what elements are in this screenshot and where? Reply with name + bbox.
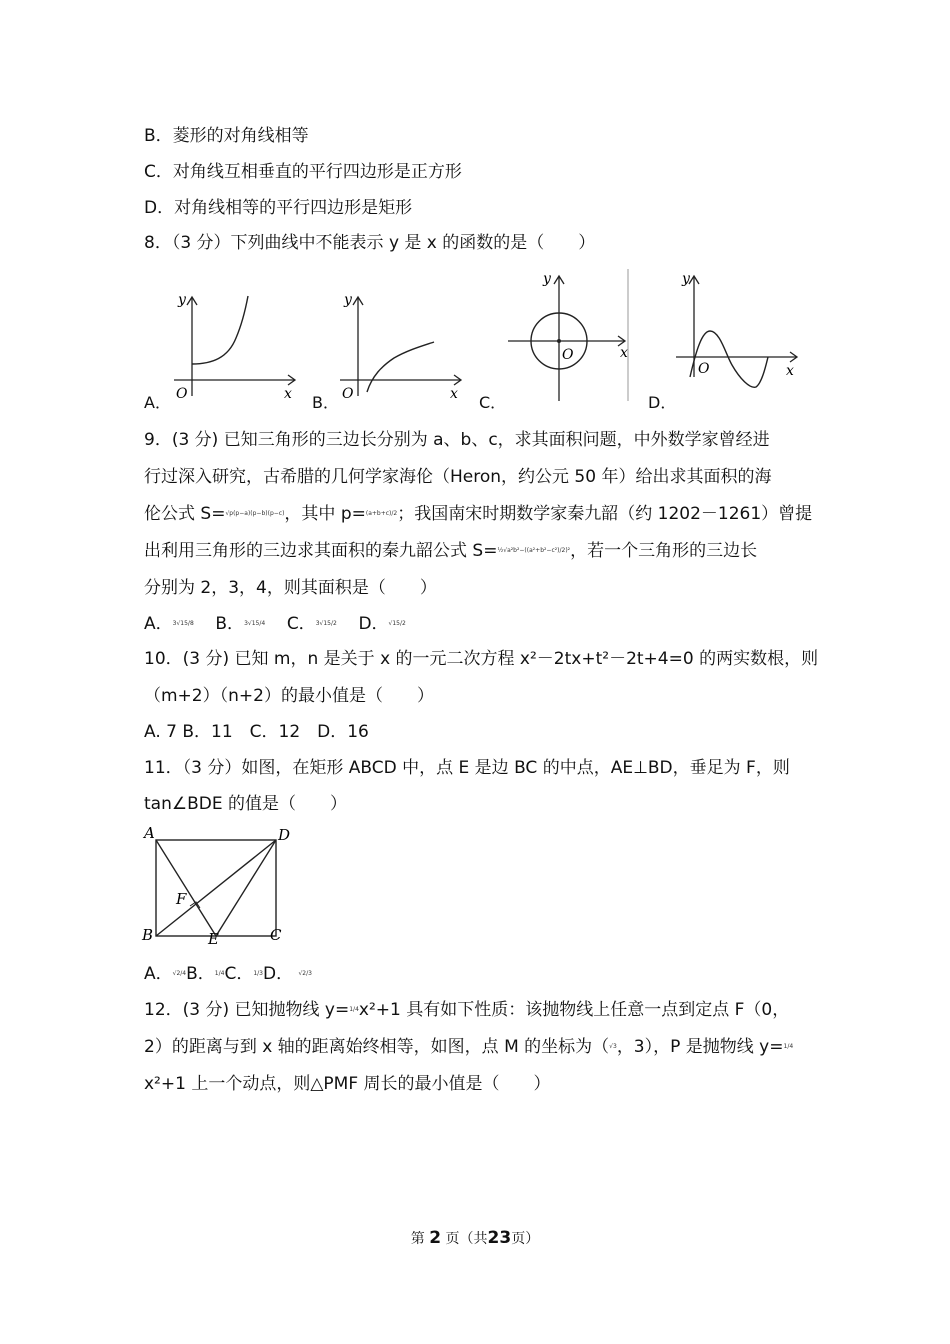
q8-stem: 8．（3 分）下列曲线中不能表示 y 是 x 的函数的是（ ） — [144, 233, 596, 253]
q11-choice-d-label: D． — [262, 964, 294, 984]
q9-line-3-c: ；我国南宋时期数学家秦九韶（约 1202－1261）曾提 — [397, 504, 813, 524]
q9-line-4 — [144, 539, 757, 563]
q11-point-a: A — [144, 824, 155, 842]
footer-total-pages: 23 — [487, 1228, 512, 1248]
q11-line-1: 11．（3 分）如图，在矩形 ABCD 中，点 E 是边 BC 的中点，AE⊥BD，垂足为 F，则 — [144, 758, 790, 778]
q10-line-1: 10．(3 分) 已知 m，n 是关于 x 的一元二次方程 x²－2tx+t²－2t+4=0 的两实数根，则 — [144, 649, 819, 669]
q7-option-d: D．对角线相等的平行四边形是矩形 — [144, 198, 413, 218]
q8-label-c: C． — [479, 393, 507, 412]
q9-line-4-a: 出利用三角形的三边求其面积的秦九韶公式 S= — [144, 541, 498, 561]
q11-choices — [144, 962, 312, 986]
q9-choice-a-value: 3√15/8 — [172, 620, 194, 627]
q8-b-y-label: y — [344, 292, 352, 308]
q9-line-3-a: 伦公式 S= — [144, 504, 226, 524]
q11-point-f: F — [176, 890, 187, 908]
q12-line-3: x²+1 上一个动点，则△PMF 周长的最小值是（ ） — [144, 1074, 551, 1094]
q8-graph-b — [330, 288, 470, 403]
page-footer — [0, 1228, 950, 1248]
q11-choice-b-value: 1/4 — [214, 970, 225, 977]
q9-line-1: 9．(3 分) 已知三角形的三边长分别为 a、b、c，求其面积问题，中外数学家曾经进 — [144, 430, 770, 450]
q8-d-origin: O — [698, 361, 710, 377]
q12-line-2-b: ，3），P 是抛物线 y= — [616, 1037, 784, 1057]
q11-choice-d-value: √2/3 — [298, 970, 312, 977]
q8-c-x-label: x — [620, 345, 628, 361]
q9-line-5: 分别为 2，3，4，则其面积是（ ） — [144, 578, 437, 598]
q10-line-2: （m+2）（n+2）的最小值是（ ） — [144, 686, 434, 706]
q8-a-y-label: y — [178, 292, 186, 308]
q12-frac-quarter-2: 1/4 — [783, 1043, 794, 1050]
q11-choice-c-value: 1/3 — [253, 970, 263, 977]
q8-a-x-label: x — [284, 386, 292, 402]
q9-line-2: 行过深入研究，古希腊的几何学家海伦（Heron，约公元 50 年）给出求其面积的海 — [144, 467, 772, 487]
q12-line-1-a: 12．(3 分) 已知抛物线 y= — [144, 1000, 350, 1020]
q9-choice-d-label: D． — [358, 614, 389, 634]
q9-choice-b-label: B． — [215, 614, 245, 634]
q10-options: A. 7 B．11 C．12 D．16 — [144, 722, 369, 742]
q8-label-b: B． — [312, 393, 339, 412]
q12-line-1 — [144, 998, 789, 1022]
q8-label-d: D． — [648, 393, 677, 412]
q8-graph-d — [670, 265, 810, 405]
q9-choice-b-value: 3√15/4 — [244, 620, 266, 627]
q8-d-y-label: y — [682, 271, 690, 287]
q9-choices — [144, 612, 406, 636]
q7-option-b: B．菱形的对角线相等 — [144, 126, 309, 146]
q8-c-y-label: y — [543, 271, 551, 287]
footer-prefix: 第 — [410, 1231, 425, 1247]
q7-option-c: C．对角线互相垂直的平行四边形是正方形 — [144, 162, 462, 182]
q11-point-c: C — [270, 926, 282, 944]
q8-d-x-label: x — [786, 363, 794, 379]
footer-suffix: 页） — [511, 1231, 540, 1247]
q11-choice-b-label: B． — [186, 964, 215, 984]
q12-sqrt3: √3 — [609, 1043, 617, 1050]
q9-choice-c-label: C． — [286, 614, 316, 634]
q8-graph-c — [500, 265, 635, 405]
qin-formula: ½√a²b²−((a²+b²−c²)/2)² — [497, 547, 571, 554]
q11-choice-c-label: C． — [224, 964, 254, 984]
q8-b-origin: O — [342, 386, 354, 402]
q8-c-origin: O — [562, 347, 574, 363]
q8-a-origin: O — [176, 386, 188, 402]
q8-label-a: A． — [144, 393, 171, 412]
p-formula: (a+b+c)/2 — [365, 510, 398, 517]
q9-line-4-b: ，若一个三角形的三边长 — [570, 541, 758, 561]
q11-choice-a-label: A． — [144, 964, 173, 984]
q11-point-e: E — [208, 930, 219, 946]
q9-line-3 — [144, 502, 812, 526]
q11-point-d: D — [278, 826, 291, 844]
q9-choice-d-value: √15/2 — [388, 620, 406, 627]
q11-choice-a-value: √2/4 — [172, 970, 187, 977]
q9-choice-c-value: 3√15/2 — [315, 620, 337, 627]
q9-line-3-b: ，其中 p= — [284, 504, 366, 524]
q12-line-1-b: x²+1 具有如下性质：该抛物线上任意一点到定点 F（0， — [358, 1000, 790, 1020]
footer-mid: 页（共 — [445, 1231, 488, 1247]
heron-formula: √p(p−a)(p−b)(p−c) — [225, 510, 285, 517]
q12-line-2 — [144, 1035, 793, 1059]
q12-frac-quarter-1: 1/4 — [349, 1006, 359, 1013]
footer-page-number: 2 — [429, 1228, 442, 1248]
q8-b-x-label: x — [450, 386, 458, 402]
q9-choice-a-label: A． — [144, 614, 173, 634]
q11-point-b: B — [142, 926, 154, 944]
q11-line-2: tan∠BDE 的值是（ ） — [144, 794, 347, 814]
q11-figure — [140, 822, 300, 946]
q12-line-2-a: 2）的距离与到 x 轴的距离始终相等，如图，点 M 的坐标为（ — [144, 1037, 610, 1057]
q8-graph-a — [164, 288, 304, 403]
